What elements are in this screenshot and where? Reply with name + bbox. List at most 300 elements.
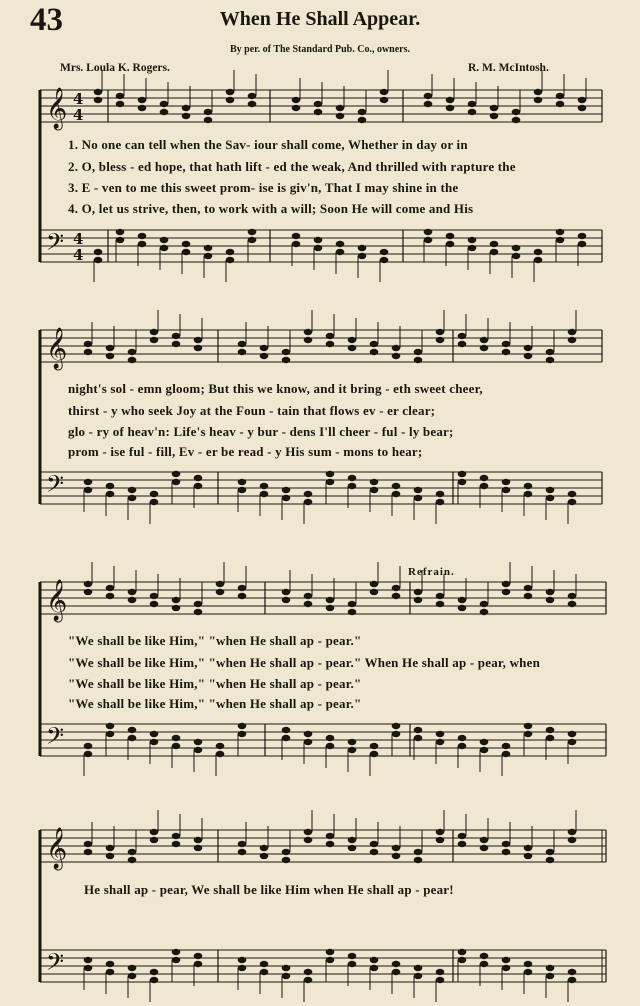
note-head: [480, 475, 489, 481]
note-head: [436, 731, 445, 737]
note-head: [480, 601, 489, 607]
note-head: [490, 241, 499, 247]
note-head: [370, 479, 379, 485]
note-head: [238, 593, 247, 599]
note-head: [172, 341, 181, 347]
lyric-line: night's sol - emn gloom; But this we know, and it bring - eth sweet cheer,: [68, 381, 483, 396]
note-head: [326, 597, 335, 603]
note-head: [370, 341, 379, 347]
note-head: [194, 837, 203, 843]
note-head: [370, 487, 379, 493]
note-head: [578, 233, 587, 239]
note-head: [238, 341, 247, 347]
note-head: [556, 237, 565, 243]
time-signature-bottom: 4: [73, 106, 84, 124]
note-head: [568, 829, 577, 835]
note-head: [480, 837, 489, 843]
note-head: [436, 837, 445, 843]
note-head: [458, 957, 467, 963]
lyric-line: thirst - y who seek Joy at the Foun - tain that flows ev - er clear;: [68, 403, 436, 418]
note-head: [106, 593, 115, 599]
note-head: [172, 333, 181, 339]
note-head: [282, 973, 291, 979]
note-head: [326, 841, 335, 847]
note-head: [336, 241, 345, 247]
note-head: [172, 597, 181, 603]
note-head: [150, 499, 159, 505]
note-head: [380, 97, 389, 103]
note-head: [226, 97, 235, 103]
note-head: [380, 89, 389, 95]
note-head: [150, 731, 159, 737]
note-head: [436, 977, 445, 983]
note-head: [326, 341, 335, 347]
bass-clef: 𝄢: [46, 948, 65, 981]
note-head: [94, 257, 103, 263]
note-head: [502, 479, 511, 485]
note-head: [336, 113, 345, 119]
note-head: [84, 751, 93, 757]
note-head: [282, 487, 291, 493]
note-head: [304, 593, 313, 599]
note-head: [260, 969, 269, 975]
note-head: [458, 333, 467, 339]
note-head: [446, 233, 455, 239]
note-head: [458, 841, 467, 847]
note-head: [128, 735, 137, 741]
note-head: [502, 841, 511, 847]
note-head: [150, 969, 159, 975]
note-head: [524, 961, 533, 967]
note-head: [128, 597, 137, 603]
note-head: [84, 581, 93, 587]
note-head: [446, 105, 455, 111]
note-head: [578, 105, 587, 111]
note-head: [436, 337, 445, 343]
note-head: [524, 585, 533, 591]
bass-clef: 𝄢: [46, 228, 65, 261]
note-head: [370, 581, 379, 587]
note-head: [546, 589, 555, 595]
note-head: [348, 837, 357, 843]
note-head: [248, 101, 257, 107]
note-head: [490, 249, 499, 255]
hymn-number: 43: [30, 2, 63, 38]
note-head: [502, 581, 511, 587]
time-signature-top: 4: [73, 230, 84, 248]
note-head: [424, 101, 433, 107]
note-head: [348, 475, 357, 481]
note-head: [512, 253, 521, 259]
note-head: [392, 491, 401, 497]
note-head: [546, 973, 555, 979]
note-head: [94, 97, 103, 103]
note-head: [414, 973, 423, 979]
note-head: [304, 601, 313, 607]
note-head: [370, 349, 379, 355]
note-head: [238, 585, 247, 591]
note-head: [106, 853, 115, 859]
note-head: [480, 953, 489, 959]
note-head: [216, 751, 225, 757]
note-head: [578, 241, 587, 247]
note-head: [370, 957, 379, 963]
note-head: [348, 483, 357, 489]
note-head: [260, 345, 269, 351]
note-head: [160, 245, 169, 251]
note-head: [106, 491, 115, 497]
note-head: [468, 101, 477, 107]
note-head: [304, 337, 313, 343]
note-head: [314, 109, 323, 115]
time-signature-top: 4: [73, 90, 84, 108]
note-head: [138, 233, 147, 239]
note-head: [546, 965, 555, 971]
note-head: [392, 345, 401, 351]
note-head: [238, 723, 247, 729]
note-head: [204, 245, 213, 251]
note-head: [512, 117, 521, 123]
note-head: [414, 735, 423, 741]
note-head: [512, 109, 521, 115]
note-head: [502, 965, 511, 971]
note-head: [380, 257, 389, 263]
note-head: [238, 965, 247, 971]
note-head: [436, 329, 445, 335]
note-head: [226, 249, 235, 255]
note-head: [480, 845, 489, 851]
note-head: [84, 589, 93, 595]
treble-clef: 𝄞: [46, 328, 68, 369]
treble-clef: 𝄞: [46, 580, 68, 621]
note-head: [348, 845, 357, 851]
note-head: [546, 495, 555, 501]
note-head: [216, 743, 225, 749]
note-head: [370, 849, 379, 855]
note-head: [556, 93, 565, 99]
note-head: [326, 333, 335, 339]
note-head: [172, 833, 181, 839]
note-head: [138, 241, 147, 247]
treble-clef: 𝄞: [46, 88, 68, 129]
note-head: [348, 609, 357, 615]
note-head: [304, 499, 313, 505]
lyric-line: He shall ap - pear, We shall be like Him when He shall ap - pear!: [84, 882, 454, 897]
refrain-label: Refrain.: [408, 566, 455, 578]
note-head: [480, 747, 489, 753]
note-head: [282, 589, 291, 595]
note-head: [238, 487, 247, 493]
note-head: [106, 969, 115, 975]
note-head: [502, 751, 511, 757]
note-head: [94, 249, 103, 255]
note-head: [150, 739, 159, 745]
permission-note: By per. of The Standard Pub. Co., owners.: [229, 44, 411, 55]
note-head: [358, 117, 367, 123]
note-head: [524, 845, 533, 851]
note-head: [128, 727, 137, 733]
note-head: [106, 961, 115, 967]
note-head: [150, 829, 159, 835]
note-head: [380, 249, 389, 255]
note-head: [194, 961, 203, 967]
note-head: [160, 237, 169, 243]
note-head: [194, 337, 203, 343]
note-head: [414, 597, 423, 603]
note-head: [194, 953, 203, 959]
note-head: [370, 965, 379, 971]
note-head: [292, 241, 301, 247]
note-head: [568, 601, 577, 607]
lyric-line: 1. No one can tell when the Sav- iour shall come, Whether in day or in: [68, 137, 468, 152]
note-head: [304, 977, 313, 983]
note-head: [358, 253, 367, 259]
lyric-line: "We shall be like Him," "when He shall ap - pear.": [68, 633, 362, 648]
note-head: [116, 229, 125, 235]
note-head: [502, 589, 511, 595]
note-head: [480, 337, 489, 343]
note-head: [392, 483, 401, 489]
note-head: [314, 237, 323, 243]
note-head: [84, 957, 93, 963]
note-head: [292, 233, 301, 239]
time-signature-bottom: 4: [73, 246, 84, 264]
note-head: [534, 89, 543, 95]
lyric-line: "We shall be like Him," "when He shall ap - pear.": [68, 696, 362, 711]
note-head: [326, 949, 335, 955]
note-head: [116, 93, 125, 99]
note-head: [106, 585, 115, 591]
note-head: [436, 593, 445, 599]
lyric-line: "We shall be like Him," "when He shall ap - pear.": [68, 676, 362, 691]
note-head: [84, 849, 93, 855]
note-head: [458, 597, 467, 603]
note-head: [160, 109, 169, 115]
note-head: [128, 965, 137, 971]
note-head: [546, 597, 555, 603]
note-head: [260, 353, 269, 359]
note-head: [260, 491, 269, 497]
note-head: [238, 957, 247, 963]
note-head: [568, 837, 577, 843]
note-head: [348, 747, 357, 753]
note-head: [292, 97, 301, 103]
note-head: [304, 731, 313, 737]
note-head: [150, 593, 159, 599]
note-head: [106, 845, 115, 851]
note-head: [546, 487, 555, 493]
note-head: [568, 491, 577, 497]
note-head: [150, 337, 159, 343]
note-head: [326, 743, 335, 749]
note-head: [414, 589, 423, 595]
note-head: [458, 949, 467, 955]
note-head: [348, 601, 357, 607]
note-head: [304, 739, 313, 745]
note-head: [502, 743, 511, 749]
note-head: [436, 499, 445, 505]
note-head: [182, 105, 191, 111]
note-head: [524, 731, 533, 737]
lyric-line: glo - ry of heav'n: Life's heav - y bur - dens I'll cheer - ful - ly bear;: [68, 424, 454, 439]
bass-clef: 𝄢: [46, 722, 65, 755]
note-head: [392, 853, 401, 859]
note-head: [194, 483, 203, 489]
note-head: [182, 249, 191, 255]
note-head: [480, 739, 489, 745]
note-head: [314, 101, 323, 107]
note-head: [128, 349, 137, 355]
note-head: [282, 597, 291, 603]
note-head: [248, 229, 257, 235]
note-head: [194, 345, 203, 351]
note-head: [436, 829, 445, 835]
note-head: [216, 581, 225, 587]
note-head: [392, 723, 401, 729]
note-head: [304, 837, 313, 843]
note-head: [84, 341, 93, 347]
note-head: [392, 961, 401, 967]
note-head: [326, 605, 335, 611]
note-head: [480, 345, 489, 351]
note-head: [84, 965, 93, 971]
note-head: [414, 349, 423, 355]
note-head: [524, 345, 533, 351]
note-head: [138, 105, 147, 111]
note-head: [172, 735, 181, 741]
note-head: [304, 969, 313, 975]
note-head: [172, 949, 181, 955]
note-head: [502, 849, 511, 855]
note-head: [568, 329, 577, 335]
note-head: [150, 491, 159, 497]
note-head: [568, 593, 577, 599]
note-head: [436, 739, 445, 745]
note-head: [446, 97, 455, 103]
note-head: [414, 487, 423, 493]
note-head: [128, 849, 137, 855]
note-head: [292, 105, 301, 111]
note-head: [546, 849, 555, 855]
note-head: [370, 589, 379, 595]
note-head: [138, 97, 147, 103]
note-head: [238, 349, 247, 355]
note-head: [524, 593, 533, 599]
note-head: [524, 853, 533, 859]
note-head: [358, 245, 367, 251]
lyric-line: prom - ise ful - fill, Ev - er be read - y His sum - mons to hear;: [68, 444, 423, 459]
note-head: [414, 965, 423, 971]
note-head: [106, 723, 115, 729]
note-head: [84, 349, 93, 355]
note-head: [524, 969, 533, 975]
note-head: [150, 601, 159, 607]
note-head: [260, 483, 269, 489]
note-head: [172, 471, 181, 477]
note-head: [182, 113, 191, 119]
note-head: [534, 257, 543, 263]
note-head: [194, 609, 203, 615]
note-head: [414, 357, 423, 363]
note-head: [414, 849, 423, 855]
note-head: [326, 833, 335, 839]
note-head: [424, 229, 433, 235]
note-head: [226, 257, 235, 263]
note-head: [94, 89, 103, 95]
note-head: [326, 735, 335, 741]
note-head: [204, 109, 213, 115]
note-head: [568, 977, 577, 983]
note-head: [172, 479, 181, 485]
note-head: [116, 101, 125, 107]
note-head: [458, 743, 467, 749]
note-head: [348, 739, 357, 745]
note-head: [314, 245, 323, 251]
note-head: [502, 957, 511, 963]
note-head: [282, 849, 291, 855]
note-head: [84, 487, 93, 493]
note-head: [490, 113, 499, 119]
note-head: [524, 483, 533, 489]
note-head: [160, 101, 169, 107]
note-head: [568, 499, 577, 505]
note-head: [392, 731, 401, 737]
note-head: [568, 731, 577, 737]
note-head: [326, 479, 335, 485]
note-head: [304, 329, 313, 335]
note-head: [370, 743, 379, 749]
note-head: [238, 731, 247, 737]
note-head: [392, 353, 401, 359]
note-head: [512, 245, 521, 251]
note-head: [282, 357, 291, 363]
lyricist-credit: Mrs. Loula K. Rogers.: [60, 62, 170, 74]
note-head: [546, 857, 555, 863]
lyric-line: 2. O, bless - ed hope, that hath lift - ed the weak, And thrilled with rapture the: [68, 159, 516, 174]
note-head: [524, 491, 533, 497]
note-head: [282, 965, 291, 971]
note-head: [282, 349, 291, 355]
note-head: [436, 491, 445, 497]
note-head: [304, 491, 313, 497]
note-head: [534, 97, 543, 103]
note-head: [458, 605, 467, 611]
note-head: [194, 739, 203, 745]
note-head: [282, 735, 291, 741]
note-head: [414, 727, 423, 733]
note-head: [436, 969, 445, 975]
note-head: [348, 345, 357, 351]
note-head: [392, 969, 401, 975]
note-head: [282, 727, 291, 733]
note-head: [172, 957, 181, 963]
note-head: [458, 833, 467, 839]
note-head: [392, 585, 401, 591]
note-head: [502, 487, 511, 493]
note-head: [480, 483, 489, 489]
note-head: [336, 249, 345, 255]
note-head: [106, 345, 115, 351]
note-head: [468, 245, 477, 251]
note-head: [106, 731, 115, 737]
note-head: [84, 841, 93, 847]
note-head: [468, 237, 477, 243]
note-head: [568, 969, 577, 975]
note-head: [446, 241, 455, 247]
note-head: [106, 353, 115, 359]
composer-credit: R. M. McIntosh.: [468, 62, 549, 74]
note-head: [128, 589, 137, 595]
